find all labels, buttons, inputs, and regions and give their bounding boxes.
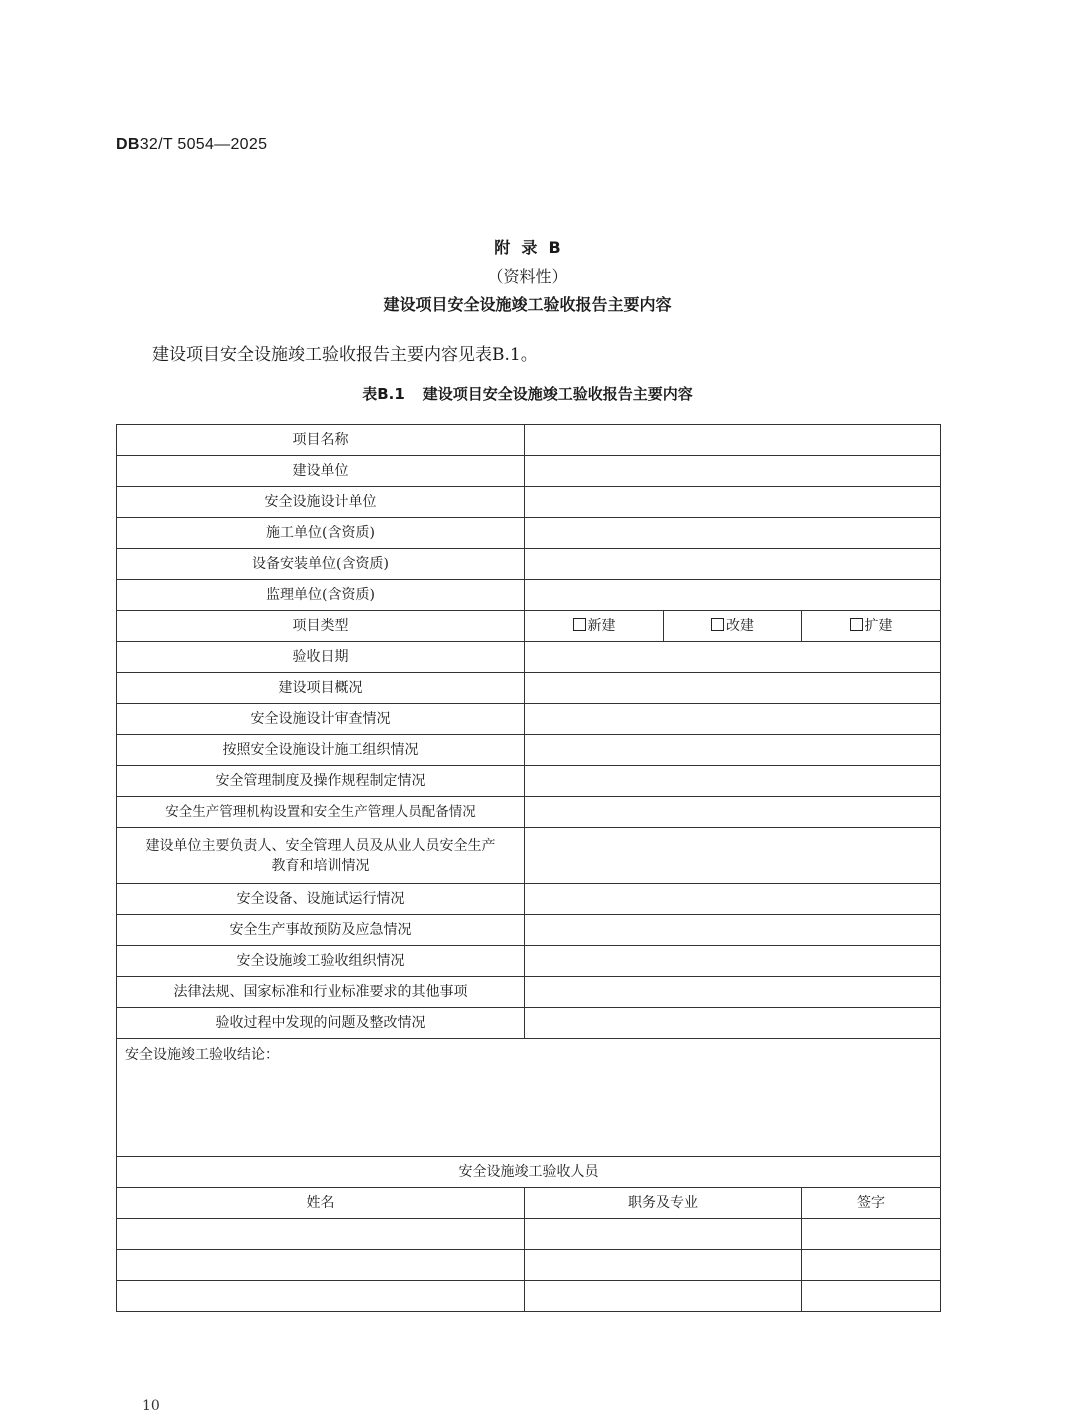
project-type-new-label: 新建 [587,618,616,634]
table-row [117,425,941,456]
row-value[interactable] [525,915,941,946]
table-row [117,704,941,735]
personnel-name-cell[interactable] [117,1281,525,1312]
personnel-header-row [117,1188,941,1219]
table-row [117,518,941,549]
row-value[interactable] [525,487,941,518]
row-label: 建设单位 [117,456,525,487]
table-row [117,642,941,673]
table-row [117,828,941,884]
row-label: 安全设施设计审查情况 [117,704,525,735]
table-row [117,946,941,977]
table-row [117,580,941,611]
checkbox-expand[interactable] [850,618,863,631]
row-value[interactable] [525,766,941,797]
table-row [117,549,941,580]
checkbox-new[interactable] [573,618,586,631]
conclusion-label: 安全设施竣工验收结论： [125,1047,279,1063]
conclusion-row [117,1039,941,1157]
table-caption-title: 建设项目安全设施竣工验收报告主要内容 [422,385,693,403]
table-caption [0,383,1055,404]
row-value[interactable] [525,642,941,673]
personnel-signature-cell[interactable] [802,1281,941,1312]
table-row [117,735,941,766]
row-label: 项目类型 [117,611,525,642]
row-value[interactable] [525,704,941,735]
personnel-title: 安全设施竣工验收人员 [117,1157,941,1188]
row-value[interactable] [525,673,941,704]
row-value[interactable] [525,884,941,915]
table-row [117,977,941,1008]
row-label: 安全设施设计单位 [117,487,525,518]
personnel-row [117,1250,941,1281]
report-table [116,424,941,1312]
personnel-name-cell[interactable] [117,1250,525,1281]
page-number: 10 [142,1398,160,1414]
table-row [117,884,941,915]
intro-paragraph: 建设项目安全设施竣工验收报告主要内容见表B.1。 [152,345,538,365]
table-row [117,487,941,518]
personnel-row [117,1219,941,1250]
row-value[interactable] [525,1008,941,1039]
document-code-prefix: DB [116,136,140,153]
row-label: 安全设施竣工验收组织情况 [117,946,525,977]
row-label: 按照安全设施设计施工组织情况 [117,735,525,766]
row-label: 安全生产管理机构设置和安全生产管理人员配备情况 [117,797,525,828]
appendix-title: 附 录 B [494,238,561,257]
row-value[interactable] [525,580,941,611]
table-row [117,456,941,487]
row-value[interactable] [525,518,941,549]
personnel-position-cell[interactable] [525,1250,802,1281]
personnel-col-position: 职务及专业 [525,1188,802,1219]
row-label: 安全设备、设施试运行情况 [117,884,525,915]
row-value[interactable] [525,828,941,884]
personnel-position-cell[interactable] [525,1281,802,1312]
personnel-signature-cell[interactable] [802,1219,941,1250]
project-type-expand[interactable] [802,611,941,642]
personnel-row [117,1281,941,1312]
row-label: 法律法规、国家标准和行业标准要求的其他事项 [117,977,525,1008]
personnel-col-signature: 签字 [802,1188,941,1219]
row-value[interactable] [525,549,941,580]
table-row [117,673,941,704]
personnel-title-row [117,1157,941,1188]
table-row [117,915,941,946]
project-type-expand-label: 扩建 [864,618,893,634]
personnel-name-cell[interactable] [117,1219,525,1250]
row-label: 验收过程中发现的问题及整改情况 [117,1008,525,1039]
row-value[interactable] [525,425,941,456]
table-caption-number: 表B.1 [362,385,405,403]
row-value[interactable] [525,735,941,766]
row-value[interactable] [525,456,941,487]
row-label: 验收日期 [117,642,525,673]
row-label: 建设项目概况 [117,673,525,704]
row-label: 安全管理制度及操作规程制定情况 [117,766,525,797]
project-type-new[interactable] [525,611,664,642]
personnel-position-cell[interactable] [525,1219,802,1250]
document-code [116,136,267,154]
row-label: 设备安装单位(含资质) [117,549,525,580]
row-value[interactable] [525,946,941,977]
row-label: 施工单位(含资质) [117,518,525,549]
project-type-rebuild-label: 改建 [726,618,754,634]
row-label: 监理单位(含资质) [117,580,525,611]
table-row [117,766,941,797]
row-value[interactable] [525,797,941,828]
row-label: 安全生产事故预防及应急情况 [117,915,525,946]
row-value[interactable] [525,977,941,1008]
personnel-col-name: 姓名 [117,1188,525,1219]
appendix-nature: （资料性） [487,267,568,286]
checkbox-rebuild[interactable] [711,618,724,631]
project-type-rebuild[interactable] [664,611,802,642]
document-code-number: 32/T 5054—2025 [139,136,268,153]
conclusion-cell[interactable] [117,1039,941,1157]
row-label: 项目名称 [117,425,525,456]
table-row [117,797,941,828]
table-row-project-type [117,611,941,642]
appendix-heading: 建设项目安全设施竣工验收报告主要内容 [383,295,672,314]
personnel-signature-cell[interactable] [802,1250,941,1281]
table-row [117,1008,941,1039]
row-label: 建设单位主要负责人、安全管理人员及从业人员安全生产教育和培训情况 [117,828,525,884]
